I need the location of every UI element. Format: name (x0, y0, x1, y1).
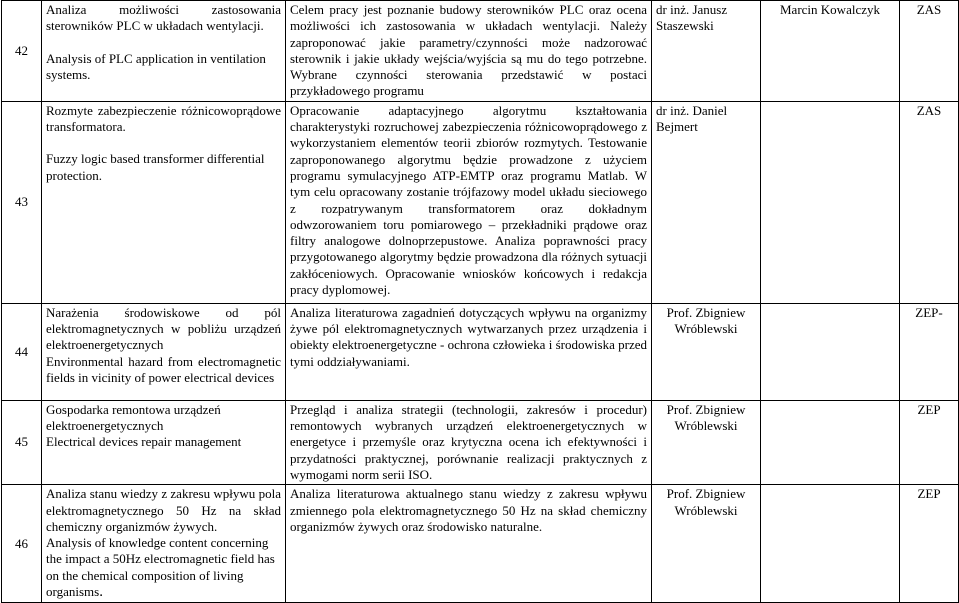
topic-description-text: Analiza literaturowa aktualnego stanu wiedzy z zakresu wpływu zmiennego pola elektromagnetycznego 50 Hz na skład chemiczny organizmów żywych oraz środowisko naturalne. (290, 486, 647, 534)
row-number: 44 (2, 303, 42, 400)
topic-title-en: Fuzzy logic based transformer differential protection. (46, 151, 265, 183)
student-name: Marcin Kowalczyk (761, 1, 900, 102)
student-name (761, 400, 900, 484)
topic-title-en: Electrical devices repair management (46, 434, 242, 450)
topic-title-en (46, 535, 281, 600)
table-row (2, 485, 959, 603)
topic-description-text: Celem pracy jest poznanie budowy sterowników PLC oraz ocena możliwości ich zastosowania w układach wentylacji. Należy zaproponować jakie parametry/czynności może nadzorować sterownik i jakie układy wejścia/wyjścia są mu do tego potrzebne. Wybrane czynności sterowania przedstawić w postaci przykładowego programu (290, 2, 647, 99)
row-number: 45 (2, 400, 42, 484)
table-row (2, 303, 959, 400)
topic-description-text: Analiza literaturowa zagadnień dotyczących wpływu na organizmy żywe pól elektromagnetycznych wytwarzanych przez urządzenia i obiekty elektroenergetyczne - ochrona człowieka i środowiska przed tymi oddziaływaniami. (290, 304, 647, 369)
row-number: 46 (2, 485, 42, 603)
row-number: 43 (2, 101, 42, 303)
topic-description (286, 400, 652, 484)
table-row (2, 101, 959, 303)
topic-description (286, 303, 652, 400)
topic-description (286, 101, 652, 303)
topic-title (42, 485, 286, 603)
topic-description-text: Przegląd i analiza strategii (technologii, zakresów i procedur) remontowych wybranych urządzeń elektroenergetycznych w energetyce i przemyśle oraz krytyczna ocena ich efektywności i przydatności praktycznej, porównanie realizacji praktycznych z wymogami norm serii ISO. (290, 401, 647, 482)
topic-title-en-text: Analysis of knowledge content concerning the impact a 50Hz electromagnetic field has on the chemical composition of living organisms (46, 535, 275, 600)
topic-title-pl: Gospodarka remontowa urządzeń elektroenergetycznych (46, 401, 221, 434)
status-code: ZEP- (900, 303, 959, 400)
supervisor: dr inż. Daniel Bejmert (652, 101, 761, 303)
topic-title-pl: Narażenia środowiskowe od pól elektromagnetycznych w pobliżu urządzeń elektroenergetycznych (46, 304, 281, 353)
topic-title (42, 303, 286, 400)
topic-title (42, 101, 286, 303)
topic-title (42, 400, 286, 484)
topic-description (286, 485, 652, 603)
topic-title-pl: Analiza możliwości zastosowania sterowników PLC w układach wentylacji. (46, 2, 281, 34)
supervisor: Prof. Zbigniew Wróblewski (652, 400, 761, 484)
thesis-topics-table (1, 0, 959, 603)
table-row (2, 400, 959, 484)
topic-title-en: Analysis of PLC application in ventilation systems. (46, 50, 266, 82)
student-name (761, 485, 900, 603)
student-name (761, 101, 900, 303)
supervisor: Prof. Zbigniew Wróblewski (652, 303, 761, 400)
topic-title-pl: Analiza stanu wiedzy z zakresu wpływu pola elektromagnetycznego 50 Hz na skład chemiczny organizmów żywych. (46, 486, 281, 534)
topic-title (42, 1, 286, 102)
status-code: ZEP (900, 400, 959, 484)
supervisor: dr inż. Janusz Staszewski (652, 1, 761, 102)
status-code: ZAS (900, 101, 959, 303)
student-name (761, 303, 900, 400)
topic-title-end: . (99, 584, 103, 601)
topic-description (286, 1, 652, 102)
topic-title-pl: Rozmyte zabezpieczenie różnicowoprądowe transformatora. (46, 102, 281, 135)
status-code: ZAS (900, 1, 959, 102)
topic-description-text: Opracowanie adaptacyjnego algorytmu kształtowania charakterystyki rozruchowej zabezpieczenia różnicowoprądowego z wykorzystaniem elementów teorii zbiorów rozmytych. Testowanie zaproponowanego algorytmu będzie prowadzone z użyciem programu symulacyjnego ATP-EMTP oraz programu Matlab. W tym celu opracowany zostanie trójfazowy model układu sieciowego z rozpatrywanym transformatorem oraz dokładnym odwzorowaniem toru pomiarowego – przekładniki prądowe oraz filtry analogowe dolnoprzepustowe. Analiza poprawności pracy przygotowanego algorytmy będzie prowadzona dla różnych sytuacji zakłóceniowych. Opracowanie wniosków końcowych i redakcja pracy dyplomowej. (290, 102, 647, 298)
table-row (2, 1, 959, 102)
supervisor: Prof. Zbigniew Wróblewski (652, 485, 761, 603)
topic-title-en: Environmental hazard from electromagnetic fields in vicinity of power electrical devices (46, 353, 281, 385)
status-code: ZEP (900, 485, 959, 603)
row-number: 42 (2, 1, 42, 102)
